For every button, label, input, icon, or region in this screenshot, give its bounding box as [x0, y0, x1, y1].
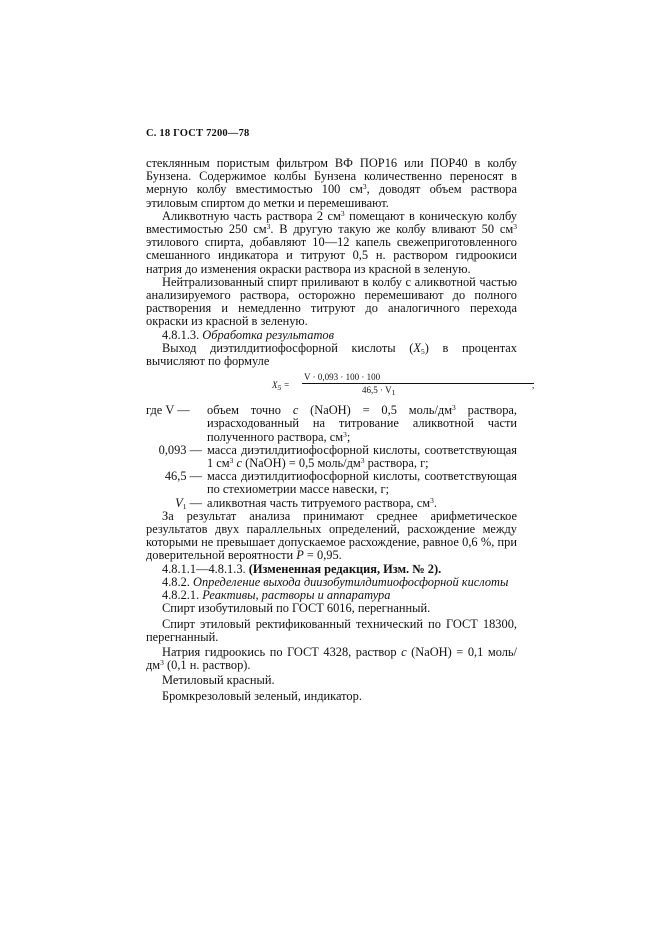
paragraph-neutralized-spirit: Нейтрализованный спирт приливают в колбу с аликвотной частью анализируемого раствора, осторожно перемешивают до полного растворения и немедленно титруют до аналогичного перехода окраски из красной в зеленую. — [146, 274, 517, 329]
page-header: С. 18 ГОСТ 7200—78 — [146, 128, 250, 139]
amendment-note: 4.8.1.1—4.8.1.3. (Измененная редакция, Изм. № 2). — [162, 561, 442, 576]
definition-symbol: 46,5 — — [164, 469, 202, 484]
paragraph-aliquot: Аликвотную часть раствора 2 $см^3$ помещают в коническую колбу вместимостью 250 $см^3$. В другую такую же колбу вливают 50 $см^3$ этилового спирта, добавляют 10—12 капель свежеприготовленного смешанного индикатора и титруют 0,5 н. раствором гидроокиси натрия до изменения окраски раствора из красной в зеленую. — [146, 208, 517, 276]
paragraph-yield-intro: Выход диэтилдитиофосфорной кислоты $(X_5)$ в процентах вычисляют по формуле — [146, 340, 518, 369]
definition-text: масса диэтилдитиофосфорной кислоты, соответствующая по стехиометрии массе навески, г; — [207, 469, 517, 497]
formula-denominator: $46,5 \cdot V_1$ — [362, 385, 396, 398]
reagent-sodium-hydroxide: Натрия гидроокись по ГОСТ 4328, раствор c (NaOH) = 0,1 моль/$дм^3$ (0,1 н. раствор). — [146, 644, 517, 673]
reagent-ethyl-alcohol: Спирт этиловый ректификованный технический по ГОСТ 18300, перегнанный. — [146, 616, 517, 644]
variable-definitions — [146, 404, 517, 510]
reagent-isobutyl-alcohol: Спирт изобутиловый по ГОСТ 6016, перегнанный. — [162, 601, 431, 616]
definition-text: аликвотная часть титруемого раствора, $см^3$. — [207, 495, 437, 510]
reagent-methyl-red: Метиловый красный. — [162, 673, 275, 688]
definition-symbol: 0,093 — — [158, 442, 202, 457]
formula-lhs: $X_5$ = — [272, 380, 290, 393]
section-4821-heading: 4.8.2.1. Реактивы, растворы и аппаратура — [162, 588, 391, 603]
reagent-bromocresol-green: Бромкрезоловый зеленый, индикатор. — [162, 688, 362, 703]
yield-formula — [146, 372, 535, 402]
document-page — [146, 128, 535, 703]
formula-comma: , — [532, 380, 535, 391]
definition-symbol: где V — — [146, 403, 190, 418]
definition-symbol: $V_1$ — — [175, 495, 202, 511]
definition-text: масса диэтилдитиофосфорной кислоты, соответствующая 1 $см^3$ c (NaOH) = 0,5 моль/$дм^3$ раствора, г; — [207, 442, 517, 471]
definition-text: объем точно c (NaOH) = 0,5 моль/$дм^3$ раствора, израсходованный на титрование аликвотной части полученного раствора, $см^3$; — [207, 403, 517, 444]
section-4813-heading: 4.8.1.3. Обработка результатов — [162, 327, 334, 342]
formula-numerator: V · 0,093 · 100 · 100 — [304, 372, 381, 383]
formula-fraction-bar — [302, 383, 534, 384]
paragraph-result-average: За результат анализа принимают среднее арифметическое результатов двух параллельных определений, расхождение между которыми не превышает допускаемое расхождение, равное 0,6 %, при доверительной вероятности P = 0,95. — [146, 508, 517, 563]
definition-465 — [146, 470, 517, 496]
paragraph-filtration: стеклянным пористым фильтром ВФ ПОР16 или ПОР40 в колбу Бунзена. Содержимое колбы Бунзена количественно переносят в мерную колбу вместимостью 100 $см^3$, доводят объем раствора этиловым спиртом до метки и перемешивают. — [146, 156, 517, 210]
section-482-heading: 4.8.2. Определение выхода диизобутилдитиофосфорной кислоты — [162, 574, 509, 589]
definition-v — [146, 404, 517, 444]
definition-0093 — [146, 444, 517, 470]
